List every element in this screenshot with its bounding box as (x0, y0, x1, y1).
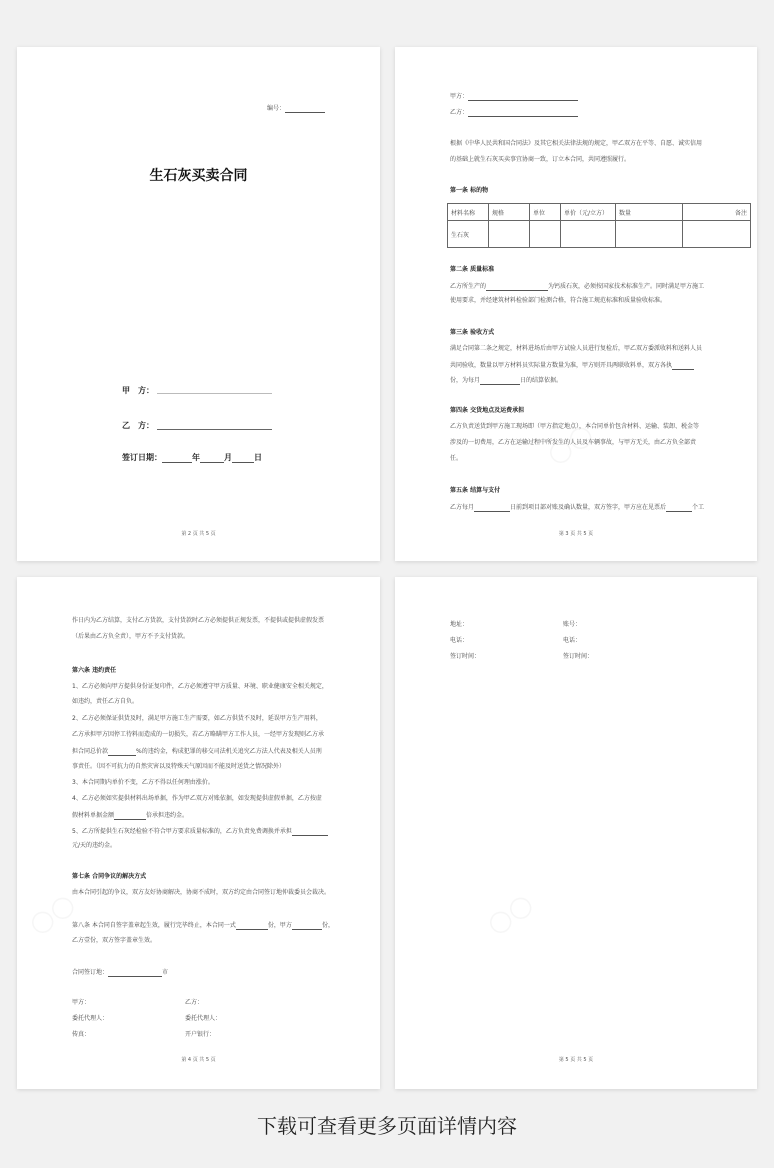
article-8-line-1 (72, 921, 334, 930)
contract-number (267, 104, 325, 113)
page-3 (17, 577, 380, 1089)
document-title: 生石灰买卖合同 (149, 168, 248, 184)
article-1-title: 第一条 标的物 (450, 187, 489, 194)
text-span: 共同验收，数量以甲方材料员实际量方数量为准，甲方则开具两联收料单，双方各执 (450, 362, 673, 369)
watermark (480, 886, 539, 941)
day-label: 日 (254, 453, 262, 462)
account-label: 账号： (563, 621, 582, 628)
text-span: 份， (321, 922, 334, 929)
text-span: 日前到项目部对账及确认数量，双方签字，甲方应在见票后 (510, 504, 667, 511)
page-footer: 第 3 页 共 5 页 (558, 531, 594, 537)
table-header-cell: 规格 (489, 204, 530, 221)
page-4 (395, 577, 757, 1089)
text-span: 乙方每月 (450, 504, 475, 511)
table-cell (683, 221, 751, 248)
day-blank (480, 376, 520, 385)
phone-b-label: 电话： (563, 637, 582, 644)
sign-place-row (72, 968, 168, 977)
article-3-line-2 (450, 361, 694, 370)
payment-line-2: （后果由乙方负全责），甲方不予支付货款。 (72, 633, 190, 640)
clause-6-4a: 4、乙方必须如实提供材料出场单据，作为甲乙双方对账依据，如发现提供虚假单据，乙方按虚 (72, 795, 322, 802)
day-blank (474, 503, 510, 512)
clause-6-2b: 乙方承担甲方因停工待料而造成的一切损失，若乙方略瞒甲方工作人员，一经甲方发现则乙方承 (72, 731, 325, 738)
article-3-line-1: 满足合同第二条之规定，材料进场后由甲方试验人员进行复检后，甲乙双方委派收料和送料人员 (450, 345, 703, 352)
table-header-cell: 单位 (530, 204, 561, 221)
address-label: 地址： (450, 621, 469, 628)
article-2-title: 第二条 质量标准 (450, 266, 495, 273)
table-header-cell: 材料名称 (448, 204, 489, 221)
article-4-line-3: 任。 (450, 455, 463, 462)
article-5-title: 第五条 结算与支付 (450, 487, 501, 494)
copies-blank (672, 361, 694, 370)
month-label: 月 (224, 453, 232, 462)
text-span: 份，为每月 (450, 377, 481, 384)
number-label: 编号： (267, 105, 286, 112)
text-span: 第八条 本合同自签字盖章起生效，履行完毕终止，本合同一式 (72, 922, 236, 929)
party-b-label: 乙方： (450, 109, 469, 116)
sign-time-a-label: 签订时间： (450, 653, 481, 660)
text-span: 假材料单据金额 (72, 812, 115, 819)
article-7-title: 第七条 合同争议的解决方式 (72, 873, 147, 880)
party-a-label: 甲 方： (122, 386, 154, 395)
page-footer: 第 2 页 共 5 页 (181, 531, 216, 537)
article-6-title: 第六条 违约责任 (72, 667, 117, 674)
phone-a-label: 电话： (450, 637, 469, 644)
party-b-blank (468, 108, 578, 117)
intro-line-2: 的基础上就生石灰买卖事宜协商一致，订立本合同，共同遵照履行。 (450, 156, 631, 163)
text-span: 乙方所生产的 (450, 283, 487, 290)
article-8-line-2: 乙方壹份，双方签字盖章生效。 (72, 937, 157, 944)
clause-6-4b (72, 811, 188, 820)
table-cell (489, 221, 530, 248)
table-cell: 生石灰 (448, 221, 489, 248)
page-footer: 第 4 页 共 5 页 (181, 1057, 216, 1063)
party-a-blank (468, 92, 578, 101)
article-5-line-1 (450, 503, 704, 512)
article-4-line-1: 乙方负责送货到甲方施工现场即（甲方指定地点），本合同单价包含材料、运输、装卸、税金等 (450, 423, 700, 430)
agent-b-label: 委托代理人： (185, 1015, 222, 1022)
article-3-title: 第三条 验收方式 (450, 329, 495, 336)
party-a-label: 甲方： (450, 93, 469, 100)
text-span: 倍承担违约金。 (146, 812, 189, 819)
page-cover (17, 47, 380, 561)
article-3-line-3 (450, 376, 562, 385)
table-cell (616, 221, 683, 248)
table-cell (530, 221, 561, 248)
party-a-label: 甲方： (72, 999, 91, 1006)
table-row (448, 221, 751, 248)
article-7-line-1: 由本合同引起的争议，双方友好协商解决，协商不成时，双方约定由合同签订地仲裁委员会裁决。 (72, 889, 331, 896)
clause-6-3: 3、本合同期内单价不变，乙方不得以任何理由涨价。 (72, 779, 214, 786)
days-blank (666, 503, 692, 512)
page-2 (395, 47, 757, 561)
clause-6-1a: 1、乙方必须向甲方提供身份证复印件，乙方必须遵守甲方质量、环境、职业健康安全相关规定， (72, 683, 328, 690)
article-4-line-2: 涉及的一切费用，乙方在运输过程中所发生的人员及车辆事故，与甲方无关，由乙方负全部责 (450, 439, 697, 446)
sign-place-blank (108, 968, 162, 977)
agent-a-label: 委托代理人： (72, 1015, 109, 1022)
party-b-label: 乙方： (185, 999, 204, 1006)
intro-line-1: 根据《中华人民共和国合同法》及其它相关法律法规的规定，甲乙双方在平等、自愿、诚实信用 (450, 140, 703, 147)
sign-date-label: 签订日期： (122, 453, 162, 462)
table-header-cell: 数量 (616, 204, 683, 221)
article-2-line-1 (450, 282, 704, 291)
text-span: 5、乙方所提供生石灰经检验不符合甲方要求质量标准的，乙方负责免费调换并承担 (72, 828, 292, 835)
text-span: 日的结算依据。 (520, 377, 563, 384)
party-a-line (157, 393, 272, 394)
page-footer: 第 5 页 共 5 页 (558, 1057, 594, 1063)
text-span: 为钙质石灰，必须按国家技术标准生产。同时满足甲方施工 (548, 283, 705, 290)
percent-blank (108, 747, 136, 756)
clause-6-2d: 事责任。（因不可抗力的自然灾害以及特殊天气原因而不能及时送货之情况除外） (72, 763, 286, 770)
copies-blank (236, 921, 268, 930)
clause-6-5b: 元/天的违约金。 (72, 842, 117, 849)
party-b-label: 乙 方： (122, 421, 154, 430)
text-span: 个工 (692, 504, 705, 511)
party-a-row (450, 92, 578, 101)
year-blank (162, 453, 192, 463)
year-label: 年 (192, 453, 200, 462)
text-span: 担合同总价款 (72, 748, 109, 755)
multiple-blank (114, 811, 146, 820)
number-blank (285, 104, 325, 113)
party-b-line (157, 429, 272, 430)
text-span: %的违约金，构成犯罪的移交司法机关追究乙方法人代表及相关人员刑 (136, 748, 322, 755)
clause-6-2c (72, 747, 322, 756)
bank-label: 开户银行： (185, 1031, 216, 1038)
party-b-row (450, 108, 578, 117)
day-blank (232, 453, 254, 463)
text-span: 合同签订地： (72, 969, 109, 976)
download-caption: 下载可查看更多页面详情内容 (257, 1114, 517, 1138)
table-header-cell: 备注 (683, 204, 751, 221)
clause-6-1b: 如违约，责任乙方自负。 (72, 698, 139, 705)
material-blank (486, 282, 548, 291)
text-span: 份，甲方 (267, 922, 292, 929)
table-cell (561, 221, 616, 248)
text-span: 市 (162, 969, 169, 976)
article-2-line-2: 使用要求，并经建筑材料检验部门检测合格，符合施工规范标准和质量验收标准。 (450, 297, 667, 304)
copies-blank (292, 921, 322, 930)
clause-6-2a: 2、乙方必须保证供货及时，满足甲方施工生产需要，如乙方供货不及时，延误甲方生产用料， (72, 715, 322, 722)
sign-date-row (122, 452, 262, 463)
amount-blank (292, 827, 328, 836)
payment-line-1: 作日内为乙方结算，支付乙方货款，支付货款时乙方必须提供正规发票，不提供或提供虚假发票 (72, 617, 325, 624)
fax-label: 传真： (72, 1031, 91, 1038)
clause-6-5a (72, 827, 328, 836)
article-4-title: 第四条 交货地点及运费承担 (450, 407, 525, 414)
sign-time-b-label: 签订时间： (563, 653, 594, 660)
table-header-cell: 单价（元/立方） (561, 204, 616, 221)
month-blank (200, 453, 224, 463)
material-table (447, 203, 751, 248)
table-header-row (448, 204, 751, 221)
